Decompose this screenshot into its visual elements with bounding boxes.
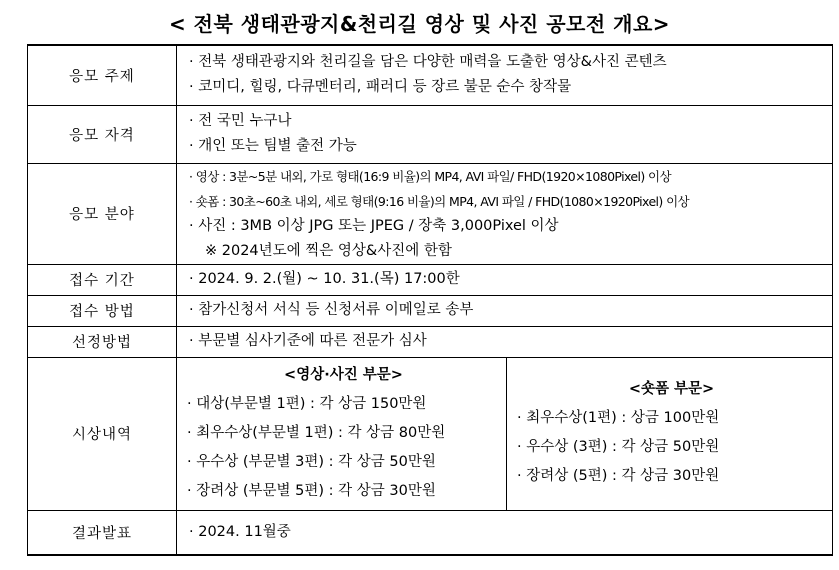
row-eligibility xyxy=(28,105,833,163)
award-item: · 최우수상(1편) : 상금 100만원 xyxy=(517,410,720,426)
category-shortform: · 숏폼 : 30초~60초 내외, 세로 형태(9:16 비율)의 MP4, AVI 파일 / FHD(1080×1920Pixel) 이상 xyxy=(189,193,690,209)
row-result xyxy=(28,510,833,555)
category-video: · 영상 : 3분~5분 내외, 가로 형태(16:9 비율)의 MP4, AVI 파일/ FHD(1920×1080Pixel) 이상 xyxy=(189,168,671,184)
row-label: 시상내역 xyxy=(28,357,177,510)
row-content xyxy=(177,105,833,163)
award-item: · 장려상 (5편) : 각 상금 30만원 xyxy=(517,468,720,484)
row-label: 응모 자격 xyxy=(28,105,177,163)
theme-line-2: · 코미디, 힐링, 다큐멘터리, 패러디 등 장르 불문 순수 창작물 xyxy=(189,79,572,96)
awards-shortform xyxy=(507,358,832,510)
row-label: 응모 주제 xyxy=(28,45,177,105)
award-item: · 대상(부문별 1편) : 각 상금 150만원 xyxy=(187,395,427,412)
period-text: · 2024. 9. 2.(월) ~ 10. 31.(목) 17:00한 xyxy=(189,271,460,287)
theme-line-1: · 전북 생태관광지와 천리길을 담은 다양한 매력을 도출한 영상&사진 콘텐츠 xyxy=(189,54,667,71)
row-categories xyxy=(28,163,833,264)
row-label: 결과발표 xyxy=(28,510,177,555)
awards-video-photo xyxy=(177,358,507,510)
page-title: < 전북 생태관광지&천리길 영상 및 사진 공모전 개요> xyxy=(168,12,671,36)
award-item: · 우수상 (3편) : 각 상금 50만원 xyxy=(517,439,720,455)
row-period xyxy=(28,264,833,295)
category-note: ※ 2024년도에 찍은 영상&사진에 한함 xyxy=(205,242,452,259)
row-selection xyxy=(28,326,833,357)
eligibility-line-2: · 개인 또는 팀별 출전 가능 xyxy=(189,138,357,154)
row-label: 접수 기간 xyxy=(28,264,177,295)
row-content xyxy=(177,45,833,105)
eligibility-line-1: · 전 국민 누구나 xyxy=(189,113,292,129)
method-text: · 참가신청서 서식 등 신청서류 이메일로 송부 xyxy=(189,302,474,318)
awards-shortform-heading: <숏폼 부문> xyxy=(628,381,715,397)
selection-text: · 부문별 심사기준에 따른 전문가 심사 xyxy=(189,333,427,349)
row-label: 접수 방법 xyxy=(28,295,177,326)
row-method xyxy=(28,295,833,326)
row-content xyxy=(177,163,833,264)
row-theme xyxy=(28,45,833,105)
row-awards xyxy=(28,357,833,510)
row-content xyxy=(177,295,833,326)
award-item: · 장려상 (부문별 5편) : 각 상금 30만원 xyxy=(187,482,436,499)
row-content xyxy=(177,326,833,357)
row-label: 응모 분야 xyxy=(28,163,177,264)
award-item: · 우수상 (부문별 3편) : 각 상금 50만원 xyxy=(187,453,436,470)
category-photo: · 사진 : 3MB 이상 JPG 또는 JPEG / 장축 3,000Pixel 이상 xyxy=(189,217,559,234)
contest-outline-table xyxy=(27,44,833,556)
row-content xyxy=(177,357,833,510)
row-content xyxy=(177,264,833,295)
result-text: · 2024. 11월중 xyxy=(189,523,291,540)
award-item: · 최우수상(부문별 1편) : 각 상금 80만원 xyxy=(187,424,446,441)
row-content xyxy=(177,510,833,555)
awards-video-photo-heading: <영상·사진 부문> xyxy=(284,366,403,383)
row-label: 선정방법 xyxy=(28,326,177,357)
